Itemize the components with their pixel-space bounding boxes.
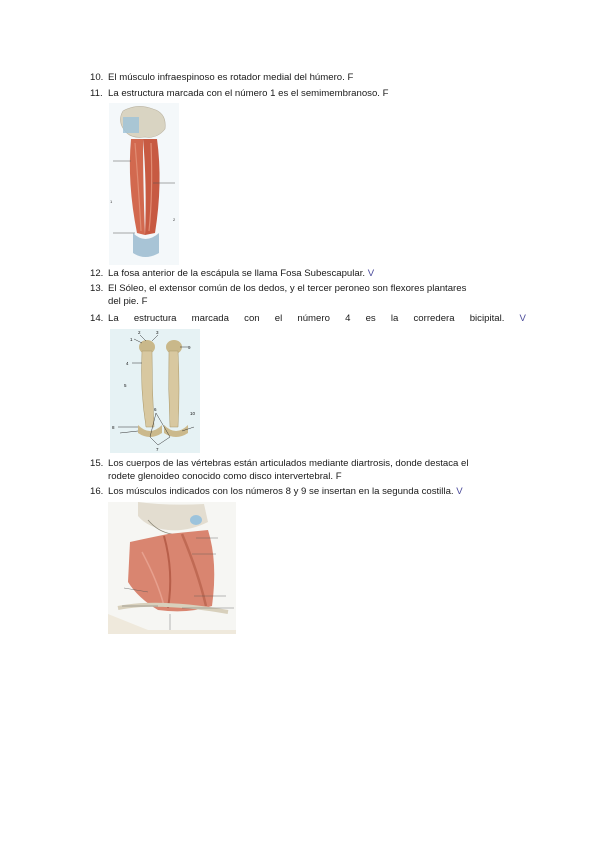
answer-label: F [382, 88, 389, 99]
svg-text:1: 1 [110, 199, 113, 204]
humerus-figure [110, 329, 200, 453]
question-13 [90, 283, 466, 295]
word: con [244, 313, 260, 324]
question-number: 15. [90, 458, 104, 469]
figure-label: 6 [154, 407, 157, 412]
figure-label: 8 [112, 425, 115, 430]
figure-label: 5 [124, 383, 127, 388]
figure-label: 3 [156, 330, 159, 335]
question-number: 10. [90, 72, 104, 83]
word: bicipital. [469, 313, 505, 324]
word: la [390, 313, 399, 324]
answer-label: V [367, 268, 375, 279]
word: es [365, 313, 376, 324]
question-12 [90, 268, 374, 280]
question-number: 12. [90, 268, 104, 279]
question-number: 11. [90, 88, 103, 99]
neck-muscles-figure [108, 502, 236, 634]
figure-label: 1 [130, 337, 133, 342]
figure-label: 9 [188, 345, 191, 350]
figure-label: 2 [138, 330, 141, 335]
question-text: Los músculos indicados con los números 8 y 9 se insertan en la segunda costilla. [108, 486, 454, 497]
question-text [108, 313, 526, 325]
figure-label: 4 [126, 361, 129, 366]
word: La [108, 313, 119, 324]
question-14 [90, 313, 526, 325]
word: estructura [133, 313, 177, 324]
figure-label: 10 [190, 411, 196, 416]
thigh-muscles-figure [109, 103, 179, 265]
question-text: La estructura marcada con el número 1 es el semimembranoso. [108, 88, 380, 99]
question-15 [90, 458, 469, 470]
question-text: La fosa anterior de la escápula se llama Fosa Subescapular. [108, 268, 366, 279]
question-text-line-1: El Sóleo, el extensor común de los dedos, y el tercer peroneo son flexores plantares [108, 283, 467, 294]
question-15-continued [108, 471, 342, 483]
question-text-line-1: Los cuerpos de las vértebras están articulados mediante diartrosis, donde destaca el [108, 458, 469, 469]
question-16 [90, 486, 463, 498]
question-text-line-2: del pie. [108, 296, 139, 307]
answer-label: V [456, 486, 463, 497]
question-11 [90, 88, 389, 100]
question-number: 13. [90, 283, 104, 294]
word: número [297, 313, 330, 324]
question-number: 14. [90, 313, 104, 324]
answer-label: F [335, 471, 342, 482]
svg-text:2: 2 [173, 217, 176, 222]
question-10 [90, 72, 353, 84]
question-number: 16. [90, 486, 104, 497]
question-text: El músculo infraespinoso es rotador medial del húmero. [108, 72, 345, 83]
figure-label: 7 [156, 447, 159, 452]
word: el [274, 313, 283, 324]
question-text-line-2: rodete glenoideo conocido como disco intervertebral. [108, 471, 334, 482]
question-13-continued [108, 296, 147, 308]
answer-label: V [519, 313, 526, 324]
word: corredera [413, 313, 455, 324]
word: 4 [345, 313, 351, 324]
word: marcada [191, 313, 229, 324]
answer-label: F [141, 296, 148, 307]
answer-label: F [347, 72, 354, 83]
